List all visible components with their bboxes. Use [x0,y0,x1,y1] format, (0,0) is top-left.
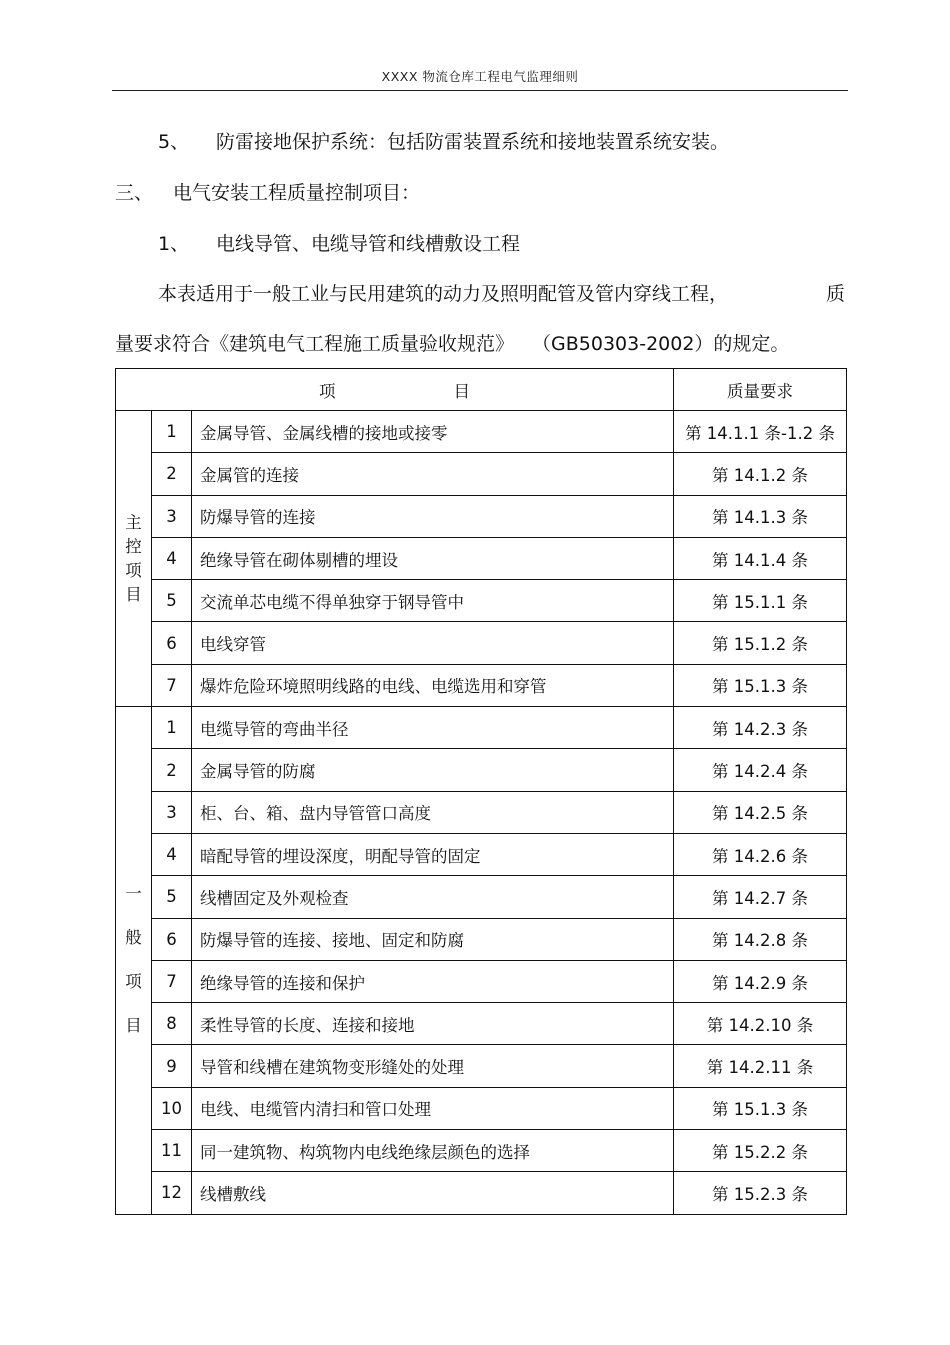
group-char: 主 [125,512,142,532]
table-row [116,918,847,960]
row-item: 防爆导管的连接、接地、固定和防腐 [192,918,674,960]
table-row [116,453,847,495]
row-requirement: 第 14.2.7 条 [674,876,847,918]
paragraph-line-1 [158,282,728,306]
row-number: 12 [152,1172,192,1214]
main-items-label [116,511,151,607]
row-item: 柔性导管的长度、连接和接地 [192,1003,674,1045]
row-item: 线槽敷线 [192,1172,674,1214]
row-item: 同一建筑物、构筑物内电线绝缘层颜色的选择 [192,1130,674,1172]
row-requirement: 第 15.1.3 条 [674,1087,847,1129]
row-requirement: 第 14.2.11 条 [674,1045,847,1087]
row-requirement: 第 14.1.1 条-1.2 条 [674,411,847,453]
table-row [116,1172,847,1214]
row-item: 金属导管的防腐 [192,749,674,791]
row-number: 1 [152,707,192,749]
row-number: 4 [152,833,192,875]
row-requirement: 第 14.2.8 条 [674,918,847,960]
header-item-cell [116,369,674,411]
table-row [116,749,847,791]
section-3-heading [115,181,420,205]
row-number: 8 [152,1003,192,1045]
quality-control-table [115,368,847,1215]
row-requirement: 第 14.2.5 条 [674,791,847,833]
general-items-label [116,872,151,1048]
row-item: 电缆导管的弯曲半径 [192,707,674,749]
row-number: 1 [152,411,192,453]
row-number: 4 [152,537,192,579]
row-number: 10 [152,1087,192,1129]
header-item-char-2: 目 [453,381,471,401]
row-requirement: 第 14.1.3 条 [674,495,847,537]
row-item: 交流单芯电缆不得单独穿于钢导管中 [192,580,674,622]
row-number: 3 [152,791,192,833]
paragraph-part-2: 质 [826,283,846,305]
table-row [116,495,847,537]
table-row [116,664,847,706]
subsection-1-title: 电线导管、电缆导管和线槽敷设工程 [216,233,521,255]
paragraph-line-1-end [826,282,845,306]
row-requirement: 第 14.2.9 条 [674,960,847,1002]
main-items-group-cell [116,411,152,707]
row-item: 线槽固定及外观检查 [192,876,674,918]
table-row [116,707,847,749]
group-char: 般 [125,928,142,948]
row-number: 5 [152,876,192,918]
item-5-line [158,130,729,154]
group-char: 项 [125,972,142,992]
paragraph-line-2 [115,332,789,356]
general-items-group-cell [116,707,152,1215]
row-number: 2 [152,453,192,495]
table-row [116,622,847,664]
group-char: 控 [125,536,142,556]
row-item: 柜、台、箱、盘内导管管口高度 [192,791,674,833]
group-char: 项 [125,560,142,580]
paragraph-part-1: 本表适用于一般工业与民用建筑的动力及照明配管及管内穿线工程， [158,283,729,305]
subsection-1-number: 1、 [158,233,190,255]
row-number: 2 [152,749,192,791]
row-requirement: 第 14.2.3 条 [674,707,847,749]
row-item: 导管和线槽在建筑物变形缝处的处理 [192,1045,674,1087]
row-number: 3 [152,495,192,537]
row-requirement: 第 14.2.4 条 [674,749,847,791]
subsection-1-heading [158,232,520,256]
row-item: 爆炸危险环境照明线路的电线、电缆选用和穿管 [192,664,674,706]
item-5-number: 5、 [158,131,190,153]
row-requirement: 第 14.1.4 条 [674,537,847,579]
table-row [116,960,847,1002]
row-requirement: 第 15.1.2 条 [674,622,847,664]
row-item: 暗配导管的埋设深度，明配导管的固定 [192,833,674,875]
paragraph-part-4: （GB50303-2002）的规定。 [532,333,790,355]
row-number: 6 [152,622,192,664]
row-item: 金属管的连接 [192,453,674,495]
table-row [116,537,847,579]
group-char: 一 [125,884,142,904]
section-3-title: 电气安装工程质量控制项目： [173,182,421,204]
row-requirement: 第 14.1.2 条 [674,453,847,495]
row-requirement: 第 15.1.1 条 [674,580,847,622]
row-requirement: 第 14.2.6 条 [674,833,847,875]
row-item: 电线穿管 [192,622,674,664]
group-char: 目 [125,584,142,604]
header-requirement-cell: 质量要求 [674,369,847,411]
table-row [116,1045,847,1087]
row-item: 绝缘导管的连接和保护 [192,960,674,1002]
row-item: 绝缘导管在砌体剔槽的埋设 [192,537,674,579]
item-5-text: 防雷接地保护系统：包括防雷装置系统和接地装置系统安装。 [216,131,730,153]
table-row [116,411,847,453]
section-3-number: 三、 [115,182,154,204]
row-number: 7 [152,960,192,1002]
table-row [116,580,847,622]
paragraph-part-3: 量要求符合《建筑电气工程施工质量验收规范》 [115,333,515,355]
group-char: 目 [125,1016,142,1036]
header-item-char-1: 项 [319,381,336,401]
row-number: 6 [152,918,192,960]
table-row [116,1130,847,1172]
table-header-row [116,369,847,411]
page-header: XXXX 物流仓库工程电气监理细则 [112,66,848,91]
row-number: 9 [152,1045,192,1087]
row-item: 电线、电缆管内清扫和管口处理 [192,1087,674,1129]
table-row [116,833,847,875]
row-number: 7 [152,664,192,706]
table-row [116,791,847,833]
row-requirement: 第 15.2.3 条 [674,1172,847,1214]
table-row [116,1003,847,1045]
row-requirement: 第 15.2.2 条 [674,1130,847,1172]
row-number: 5 [152,580,192,622]
row-requirement: 第 15.1.3 条 [674,664,847,706]
table-row [116,1087,847,1129]
row-requirement: 第 14.2.10 条 [674,1003,847,1045]
row-number: 11 [152,1130,192,1172]
table-row [116,876,847,918]
row-item: 金属导管、金属线槽的接地或接零 [192,411,674,453]
row-item: 防爆导管的连接 [192,495,674,537]
